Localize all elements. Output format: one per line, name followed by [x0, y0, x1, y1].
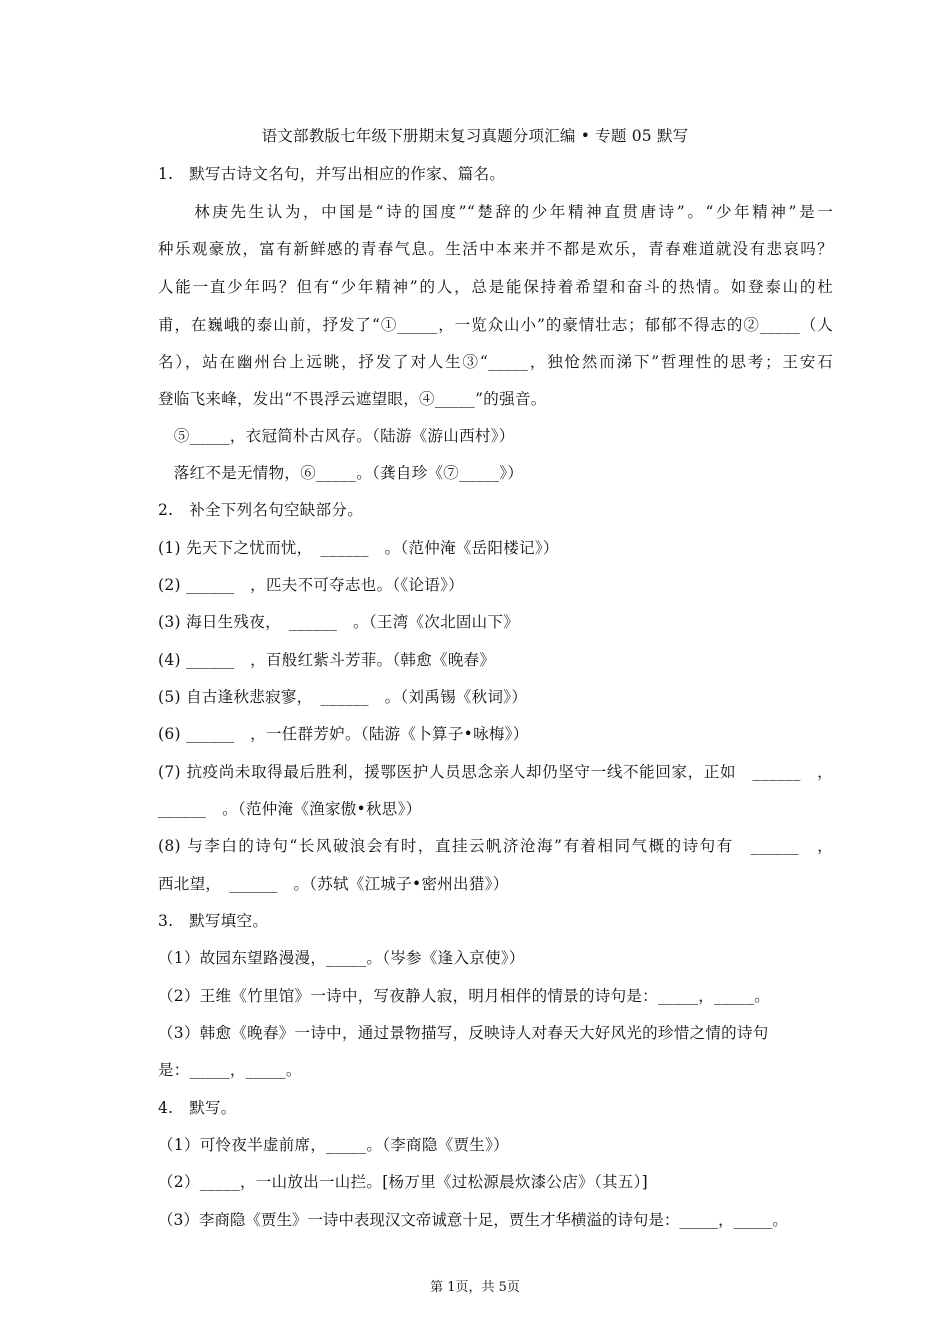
paragraph-line: 登临飞来峰，发出“不畏浮云遮望眼，④_____”的强音。	[158, 390, 547, 408]
sub-item: (2) ______ ，匹夫不可夺志也。（《论语》）	[158, 576, 464, 594]
page-title: 语文部教版七年级下册期末复习真题分项汇编 • 专题 05 默写	[261, 127, 689, 145]
sub-item: (4) ______ ，百般红紫斗芳菲。（韩愈《晚春》	[158, 651, 496, 669]
paragraph-line: 人能一直少年吗？但有“少年精神”的人，总是能保持着希望和奋斗的热情。如登泰山的杜	[158, 278, 833, 296]
sub-item: （2）王维《竹里馆》一诗中，写夜静人寂，明月相伴的情景的诗句是：_____，_____。	[158, 987, 771, 1005]
question-2-heading: 2. 补全下列名句空缺部分。	[158, 501, 363, 519]
sub-item: （3）韩愈《晚春》一诗中，通过景物描写，反映诗人对春天大好风光的珍惜之情的诗句	[158, 1024, 769, 1042]
paragraph-line: 种乐观豪放，富有新鲜感的青春气息。生活中本来并不都是欢乐，青春难道就没有悲哀吗？	[158, 240, 833, 258]
sub-item: (7) 抗疫尚未取得最后胜利，援鄂医护人员思念亲人却仍坚守一线不能回家，正如 ______ ，	[158, 763, 833, 781]
sub-item-continued: 西北望， ______ 。（苏轼《江城子•密州出猎》）	[158, 875, 509, 893]
sub-item: （1）故园东望路漫漫，_____。（岑参《逢入京使》）	[158, 949, 525, 967]
paragraph-line: 名），站在幽州台上远眺，抒发了对人生③“_____，独怆然而涕下”哲理性的思考；王安石	[158, 353, 833, 371]
sub-item: (6) ______ ，一任群芳妒。（陆游《卜算子•咏梅》）	[158, 725, 529, 743]
paragraph-line: 林庚先生认为，中国是“诗的国度”“楚辞的少年精神直贯唐诗”。“少年精神”是一	[158, 203, 833, 221]
sub-item: (3) 海日生残夜， ______ 。（王湾《次北固山下》	[158, 613, 520, 631]
sub-item: (1) 先天下之忧而忧， ______ 。（范仲淹《岳阳楼记》）	[158, 539, 559, 557]
sub-item: (5) 自古逢秋悲寂寥， ______ 。（刘禹锡《秋词》）	[158, 688, 528, 706]
question-4-heading: 4. 默写。	[158, 1099, 237, 1117]
sub-item: （2）_____，一山放出一山拦。[杨万里《过松源晨炊漆公店》（其五）]	[158, 1173, 649, 1191]
sub-item: （1）可怜夜半虚前席，_____。（李商隐《贾生》）	[158, 1136, 509, 1154]
sub-item: ⑤_____，衣冠简朴古风存。（陆游《游山西村》）	[158, 427, 515, 445]
paragraph-line: 甫，在巍峨的泰山前，抒发了“①_____，一览众山小”的豪情壮志；郁郁不得志的②_____（人	[158, 316, 833, 334]
sub-item-continued: 是：_____，_____。	[158, 1061, 302, 1079]
question-1-heading: 1. 默写古诗文名句，并写出相应的作家、篇名。	[158, 165, 506, 183]
question-3-heading: 3. 默写填空。	[158, 912, 269, 930]
page-footer: 第 1页，共 5页	[430, 1280, 520, 1295]
sub-item: 落红不是无情物，⑥_____。（龚自珍《⑦_____》）	[158, 464, 524, 482]
sub-item-continued: ______ 。（范仲淹《渔家傲•秋思》）	[158, 800, 422, 818]
sub-item: （3）李商隐《贾生》一诗中表现汉文帝诚意十足，贾生才华横溢的诗句是：_____，_____。	[158, 1211, 788, 1229]
sub-item: (8) 与李白的诗句“长风破浪会有时，直挂云帆济沧海”有着相同气概的诗句有 ______ ，	[158, 837, 833, 855]
